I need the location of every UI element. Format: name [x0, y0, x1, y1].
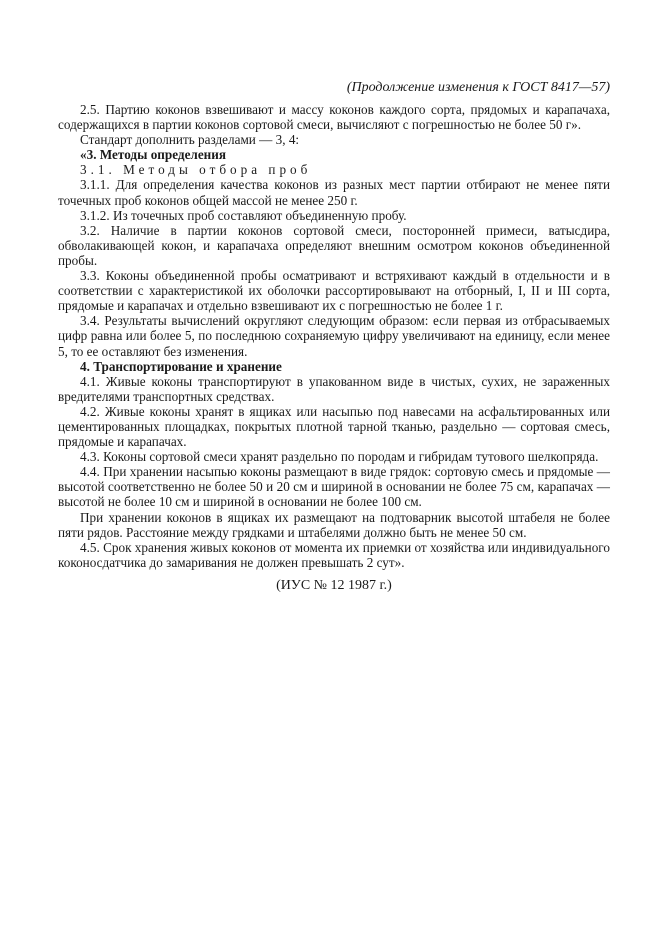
section-4-title: 4. Транспортирование и хранение	[80, 358, 282, 374]
page-footer-source: (ИУС № 12 1987 г.)	[276, 577, 392, 593]
paragraph-4-3: 4.3. Коконы сортовой смеси хранят раздельно по породам и гибридам тутового шелкопряда.	[80, 449, 599, 465]
paragraph-2-5: 2.5. Партию коконов взвешивают и массу коконов каждого сорта, прядомых и карапачаха, содержащихся в партии коконов сортовой смеси, вычисляют с погрешностью не более 50 г».	[58, 102, 610, 133]
page-header: (Продолжение изменения к ГОСТ 8417—57)	[346, 80, 610, 95]
paragraph-3-1-1: 3.1.1. Для определения качества коконов из разных мест партии отбирают не менее пяти точечных проб коконов общей массой не менее 250 г.	[58, 177, 610, 208]
paragraph-4-4-cont: При хранении коконов в ящиках их размещают на подтоварник высотой штабеля не более пяти рядов. Расстояние между грядками и штабелями должно быть не менее 50 см.	[58, 509, 610, 540]
paragraph-3-3: 3.3. Коконы объединенной пробы осматривают и встряхивают каждый в отдельности и в соответствии с характеристикой их оболочки рассортировывают на отборный, I, II и III сорта, прядомые и карапачах и отдельно взвешивают их с погрешностью не более 1 г.	[58, 268, 610, 314]
paragraph-4-1: 4.1. Живые коконы транспортируют в упакованном виде в чистых, сухих, не зараженных вредителями транспортных средствах.	[58, 373, 610, 404]
paragraph-4-4: 4.4. При хранении насыпью коконы размещают в виде грядок: сортовую смесь и прядомые — высотой соответственно не более 50 и 20 см и шириной в основании не более 75 см, карапачах — высотой не более 10 см и шириной в основании не более 100 см.	[58, 464, 610, 510]
section-3-title: «3. Методы определения	[80, 147, 227, 163]
document-page	[58, 80, 610, 594]
paragraph-4-5: 4.5. Срок хранения живых коконов от момента их приемки от хозяйства или индивидуального коконосдатчика до замаривания не должен превышать 2 сут».	[58, 539, 610, 570]
paragraph-intro: Стандарт дополнить разделами — 3, 4:	[80, 132, 300, 148]
paragraph-3-2: 3.2. Наличие в партии коконов сортовой смеси, посторонней примеси, ватысдира, обволакивающей кокон, и карапачаха определяют внешним осмотром коконов объединенной пробы.	[58, 222, 610, 268]
paragraph-3-4: 3.4. Результаты вычислений округляют следующим образом: если первая из отбрасываемых цифр равна или более 5, по последнюю сохраняемую цифру увеличивают на единицу, если менее 5, то ее оставляют без изменения.	[58, 313, 610, 359]
section-3-1-title: 3.1. Методы отбора проб	[80, 162, 312, 178]
paragraph-3-1-2: 3.1.2. Из точечных проб составляют объединенную пробу.	[80, 207, 407, 223]
paragraph-4-2: 4.2. Живые коконы хранят в ящиках или насыпью под навесами на асфальтированных или цементированных площадках, покрытых плотной тарной тканью, раздельно — сортовая смесь, прядомые и карапачах.	[58, 403, 610, 450]
